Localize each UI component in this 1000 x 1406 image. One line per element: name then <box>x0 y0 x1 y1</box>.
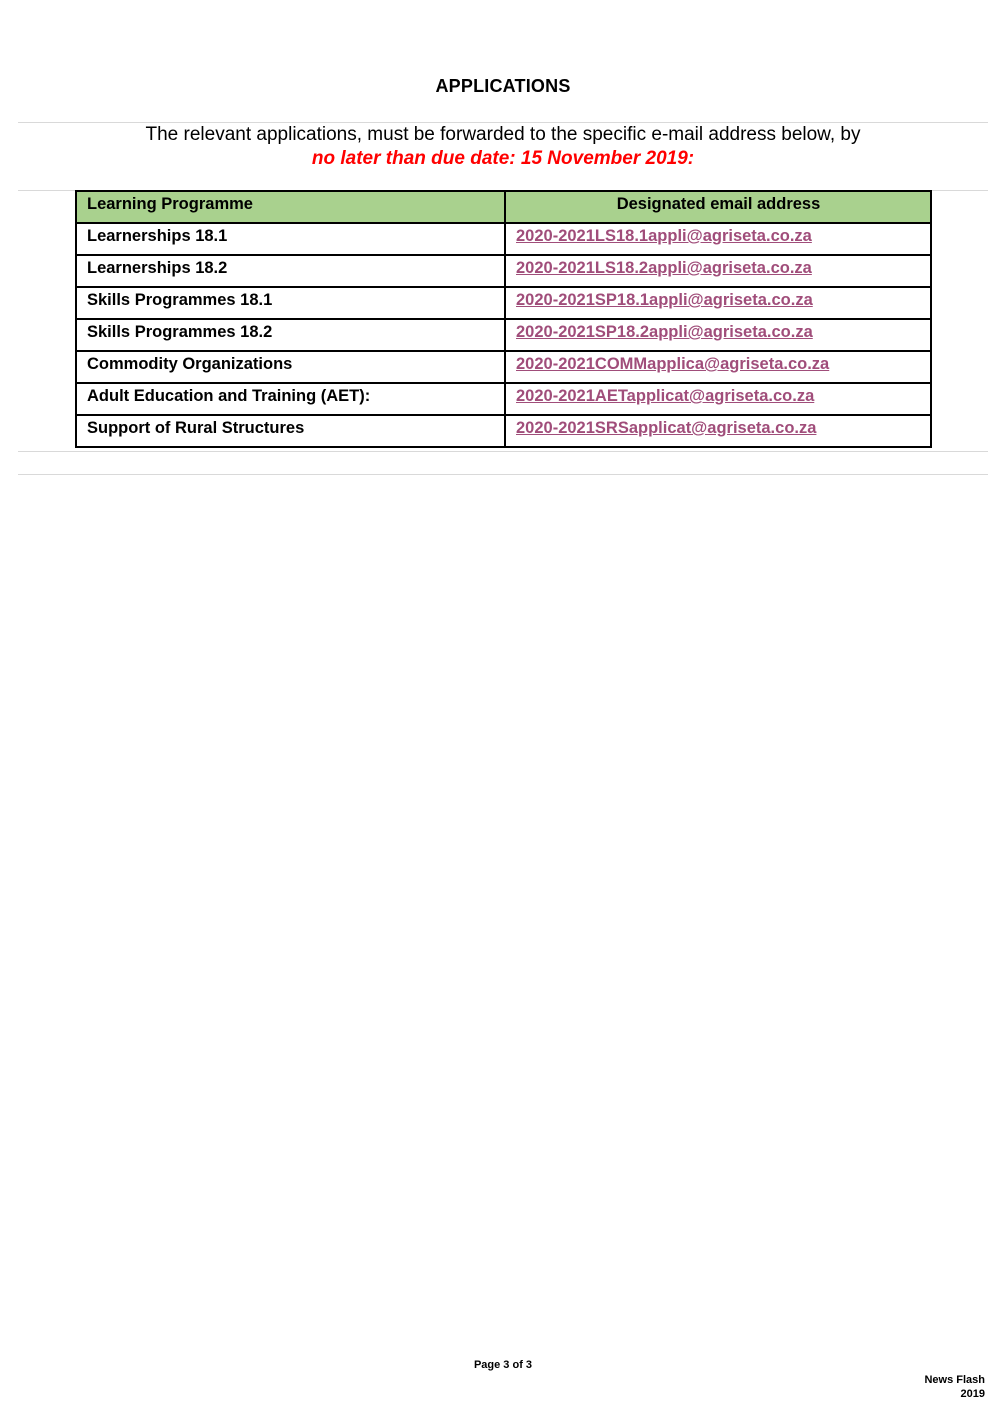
programme-cell: Learnerships 18.1 <box>76 223 505 255</box>
programme-cell: Support of Rural Structures <box>76 415 505 447</box>
email-link[interactable]: 2020-2021AETapplicat@agriseta.co.za <box>516 387 815 405</box>
programme-cell: Skills Programmes 18.1 <box>76 287 505 319</box>
header-designated-email: Designated email address <box>505 191 931 223</box>
footer-brand <box>924 1373 985 1401</box>
table-row <box>76 255 931 287</box>
programme-cell: Adult Education and Training (AET): <box>76 383 505 415</box>
email-link[interactable]: 2020-2021SP18.1appli@agriseta.co.za <box>516 291 813 309</box>
email-cell <box>505 319 931 351</box>
applications-table <box>75 190 932 448</box>
footer-brand-title: News Flash <box>924 1374 985 1386</box>
table-row <box>76 351 931 383</box>
intro-text <box>0 123 1000 171</box>
email-cell <box>505 383 931 415</box>
section-heading: APPLICATIONS <box>435 76 571 96</box>
email-cell <box>505 415 931 447</box>
table-header-row <box>76 191 931 223</box>
intro-line: The relevant applications, must be forwarded to the specific e-mail address below, by <box>145 124 861 145</box>
programme-cell: Learnerships 18.2 <box>76 255 505 287</box>
divider-table-bottom <box>18 451 988 452</box>
email-link[interactable]: 2020-2021SRSapplicat@agriseta.co.za <box>516 419 817 437</box>
email-link[interactable]: 2020-2021COMMapplica@agriseta.co.za <box>516 355 830 373</box>
table-row <box>76 383 931 415</box>
email-cell <box>505 223 931 255</box>
email-link[interactable]: 2020-2021LS18.2appli@agriseta.co.za <box>516 259 812 277</box>
email-link[interactable]: 2020-2021SP18.2appli@agriseta.co.za <box>516 323 813 341</box>
deadline-text: no later than due date: 15 November 2019: <box>311 148 695 169</box>
table-row <box>76 319 931 351</box>
table-row <box>76 415 931 447</box>
footer-brand-year: 2019 <box>960 1388 985 1400</box>
divider-section-end <box>18 474 988 475</box>
programme-cell: Skills Programmes 18.2 <box>76 319 505 351</box>
email-link[interactable]: 2020-2021LS18.1appli@agriseta.co.za <box>516 227 812 245</box>
email-cell <box>505 287 931 319</box>
page-number: Page 3 of 3 <box>473 1359 533 1371</box>
email-cell <box>505 255 931 287</box>
programme-cell: Commodity Organizations <box>76 351 505 383</box>
table-row <box>76 287 931 319</box>
email-cell <box>505 351 931 383</box>
header-learning-programme: Learning Programme <box>76 191 505 223</box>
table-row <box>76 223 931 255</box>
